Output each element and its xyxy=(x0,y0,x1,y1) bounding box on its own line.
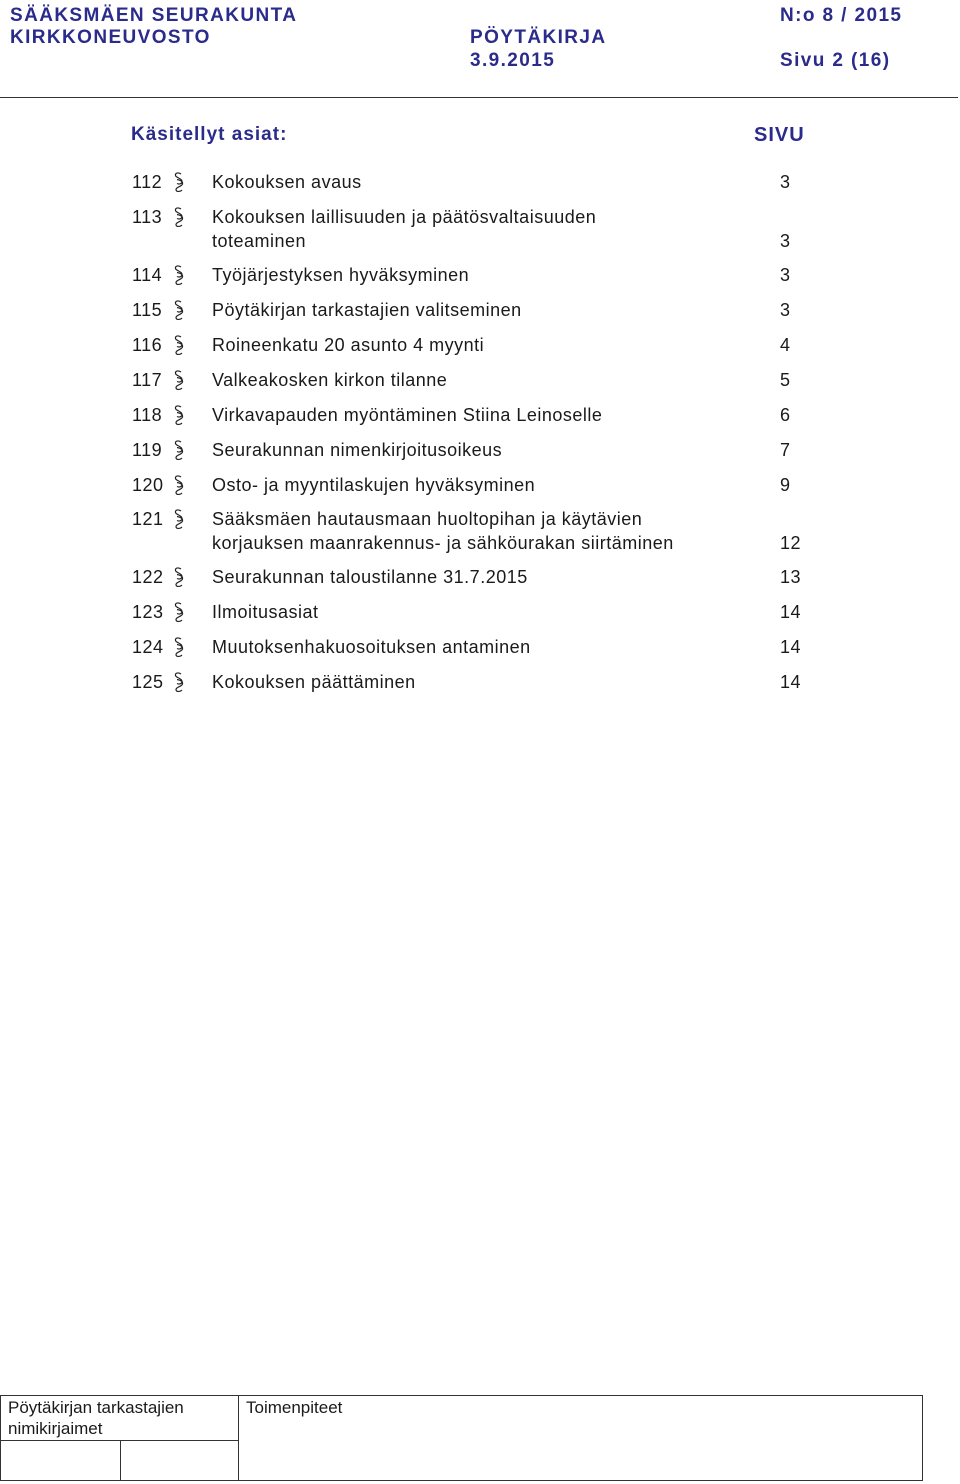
item-number: 117 xyxy=(132,370,163,390)
item-title-line: Pöytäkirjan tarkastajien valitseminen xyxy=(212,300,522,320)
organization-name: SÄÄKSMÄEN SEURAKUNTA xyxy=(10,5,298,26)
section-sign-icon xyxy=(172,439,186,461)
meeting-body: KIRKKONEUVOSTO xyxy=(10,27,211,48)
item-number: 120 xyxy=(132,475,164,495)
item-number: 119 xyxy=(132,440,163,460)
item-page: 14 xyxy=(780,672,802,692)
item-title xyxy=(212,205,762,253)
item-number: 125 xyxy=(132,672,164,692)
section-sign-icon xyxy=(172,671,186,693)
item-title xyxy=(212,170,762,194)
item-title-line: Kokouksen avaus xyxy=(212,172,362,192)
item-number: 112 xyxy=(132,172,163,192)
item-title-line: Kokouksen päättäminen xyxy=(212,672,416,692)
item-page: 3 xyxy=(780,172,791,192)
section-sign-icon xyxy=(172,508,186,530)
item-page: 3 xyxy=(780,231,791,251)
item-title-line: Sääksmäen hautausmaan huoltopihan ja käytävien xyxy=(212,509,643,529)
section-sign-icon xyxy=(172,206,186,228)
item-title xyxy=(212,403,762,427)
document-number: N:o 8 / 2015 xyxy=(780,5,903,26)
initials-cell-divider xyxy=(120,1440,121,1481)
item-title-line: Työjärjestyksen hyväksyminen xyxy=(212,265,470,285)
section-sign-icon xyxy=(172,334,186,356)
section-sign-icon xyxy=(172,171,186,193)
item-number: 114 xyxy=(132,265,163,285)
item-number: 118 xyxy=(132,405,163,425)
item-number: 115 xyxy=(132,300,163,320)
signatures-label-line1: Pöytäkirjan tarkastajien xyxy=(8,1398,184,1417)
item-title xyxy=(212,438,762,462)
item-title xyxy=(212,507,762,555)
document-type: PÖYTÄKIRJA xyxy=(470,27,607,48)
item-number: 121 xyxy=(132,509,164,529)
section-sign-icon xyxy=(172,299,186,321)
header-divider xyxy=(0,97,958,98)
item-title-line: korjauksen maanrakennus- ja sähköurakan siirtäminen xyxy=(212,533,674,553)
item-title xyxy=(212,473,762,497)
item-page: 13 xyxy=(780,567,802,587)
item-title xyxy=(212,368,762,392)
item-title xyxy=(212,263,762,287)
section-sign-icon xyxy=(172,474,186,496)
item-title-line: Muutoksenhakuosoituksen antaminen xyxy=(212,637,531,657)
item-title-line: Osto- ja myyntilaskujen hyväksyminen xyxy=(212,475,536,495)
item-page: 5 xyxy=(780,370,791,390)
item-title-line: Seurakunnan taloustilanne 31.7.2015 xyxy=(212,567,528,587)
item-title-line: Seurakunnan nimenkirjoitusoikeus xyxy=(212,440,503,460)
meeting-date: 3.9.2015 xyxy=(470,50,556,71)
item-number: 116 xyxy=(132,335,163,355)
item-number: 123 xyxy=(132,602,164,622)
item-page: 9 xyxy=(780,475,791,495)
item-page: 6 xyxy=(780,405,791,425)
actions-label: Toimenpiteet xyxy=(246,1398,343,1417)
page-indicator: Sivu 2 (16) xyxy=(780,50,891,71)
item-page: 4 xyxy=(780,335,791,355)
section-sign-icon xyxy=(172,369,186,391)
section-sign-icon xyxy=(172,404,186,426)
section-sign-icon xyxy=(172,636,186,658)
item-number: 124 xyxy=(132,637,164,657)
item-number: 113 xyxy=(132,207,163,227)
signatures-label-line2: nimikirjaimet xyxy=(8,1419,103,1438)
item-number: 122 xyxy=(132,567,164,587)
item-title-line: Valkeakosken kirkon tilanne xyxy=(212,370,448,390)
item-title xyxy=(212,298,762,322)
item-page: 14 xyxy=(780,637,802,657)
section-sign-icon xyxy=(172,566,186,588)
item-title xyxy=(212,670,762,694)
section-sign-icon xyxy=(172,264,186,286)
footer-divider-horizontal xyxy=(0,1440,238,1441)
item-title xyxy=(212,565,762,589)
item-title xyxy=(212,635,762,659)
item-page: 3 xyxy=(780,300,791,320)
item-page: 12 xyxy=(780,533,802,553)
item-title-line: toteaminen xyxy=(212,231,307,251)
item-title-line: Kokouksen laillisuuden ja päätösvaltaisuuden xyxy=(212,207,597,227)
page-column-heading: SIVU xyxy=(754,124,805,146)
item-page: 14 xyxy=(780,602,802,622)
item-title-line: Ilmoitusasiat xyxy=(212,602,319,622)
item-page: 3 xyxy=(780,265,791,285)
item-title-line: Virkavapauden myöntäminen Stiina Leinoselle xyxy=(212,405,603,425)
item-page: 7 xyxy=(780,440,791,460)
footer-divider-vertical xyxy=(238,1395,239,1481)
item-title-line: Roineenkatu 20 asunto 4 myynti xyxy=(212,335,485,355)
section-sign-icon xyxy=(172,601,186,623)
item-title xyxy=(212,600,762,624)
item-title xyxy=(212,333,762,357)
contents-heading: Käsitellyt asiat: xyxy=(131,124,288,145)
